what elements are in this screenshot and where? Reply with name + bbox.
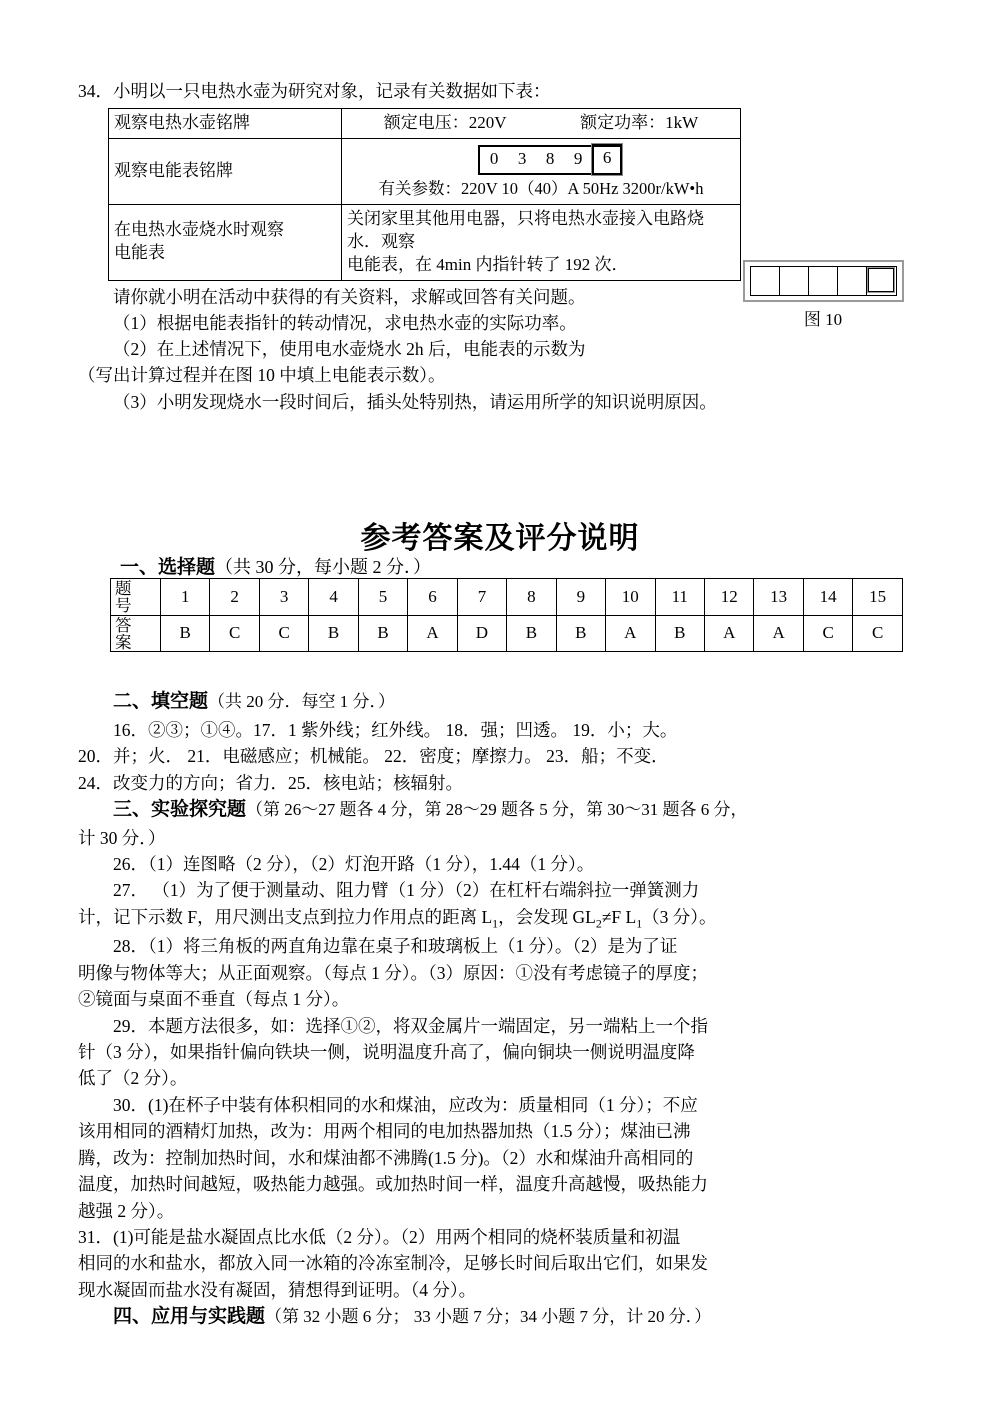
answer-27-sub-3: 1 (636, 916, 643, 931)
answers-page-title: 参考答案及评分说明 (360, 522, 640, 555)
meter-digit-window (478, 145, 622, 175)
question-number-12: 12 (704, 579, 753, 616)
answer-31-line-2: 相同的水和盐水，都放入同一冰箱的冷冻室制冷，足够长时间后取出它们，如果发 (78, 1253, 708, 1274)
answer-27-seg-b: ，会发现 GL (498, 906, 596, 927)
question-number-15: 15 (853, 579, 903, 616)
section-2-heading (78, 688, 926, 717)
rowhead-ans-char1: 答 (115, 615, 132, 635)
section-2-line-1: 16．②③；①④。17．1 紫外线；红外线。 18．强；凹透。 19．小；大。 (113, 719, 678, 740)
table-row-energy-meter-nameplate (109, 138, 741, 204)
answer-6: A (408, 615, 457, 652)
q34-item-3: （3）小明发现烧水一段时间后，插头处特别热，请运用所学的知识说明原因。 (113, 391, 717, 412)
answer-27-line-1: 27． （1）为了便于测量动、阻力臂（1 分）（2）在杠杆右端斜拉一弹簧测力 (113, 880, 700, 901)
observation-line2: 电能表，在 4min 内指针转了 192 次． (347, 254, 629, 274)
observation-line1: 关闭家里其他用电器，只将电热水壶接入电路烧水．观察 (347, 208, 704, 251)
figure-10-caption: 图 10 (803, 310, 843, 329)
figure-10 (737, 260, 909, 330)
row-label-kettle-nameplate: 观察电热水壶铭牌 (109, 108, 342, 138)
section-3-note: （第 26～27 题各 4 分，第 28～29 题各 5 分，第 30～31 题各 6 分， (246, 799, 748, 819)
q34-item-2-cont: （写出计算过程并在图 10 中填上电能表示数）。 (78, 365, 446, 386)
question-number-5: 5 (358, 579, 407, 616)
meter-digit-3: 9 (573, 148, 583, 168)
question-number-13: 13 (754, 579, 803, 616)
section-2-line-3: 24．改变力的方向；省力．25．核电站；核辐射。 (78, 772, 463, 793)
section-3-note-cont: 计 30 分．） (78, 827, 166, 848)
question-number-2: 2 (210, 579, 259, 616)
answer-3: C (259, 615, 308, 652)
answer-30-line-5: 越强 2 分）。 (78, 1200, 175, 1221)
answer-27-sub-2: 2 (595, 916, 602, 931)
answer-29-line-1: 29．本题方法很多，如：选择①②，将双金属片一端固定，另一端粘上一个指 (113, 1015, 708, 1036)
answer-31-line-1: 31．(1)可能是盐水凝固点比水低（2 分）。（2）用两个相同的烧杯装质量和初温 (78, 1227, 681, 1248)
answer-29-line-2: 针（3 分），如果指针偏向铁块一侧，说明温度升高了，偏向铜块一侧说明温度降 (78, 1042, 695, 1063)
meter-digit-decimal: 6 (592, 144, 622, 174)
table-row-nameplate (109, 108, 741, 138)
answer-15: C (853, 615, 903, 652)
energy-meter-reading-display (347, 145, 735, 175)
answer-27-seg-c: ≠F L (601, 906, 637, 927)
answer-28-line-2: 明像与物体等大；从正面观察。（每点 1 分）。（3）原因：①没有考虑镜子的厚度； (78, 962, 708, 983)
answer-4: B (309, 615, 358, 652)
answer-13: A (754, 615, 803, 652)
figure-10-meter-frame (743, 260, 904, 302)
meter-digit-1: 3 (517, 148, 527, 168)
answer-28-line-1: 28．（1）将三角板的两直角边靠在桌子和玻璃板上（1 分）。（2）是为了证 (113, 936, 678, 957)
kettle-data-table (108, 108, 741, 281)
figure-10-digit-cells (750, 266, 897, 296)
answer-29-line-3: 低了（2 分）。 (78, 1068, 188, 1089)
answer-28-line-3: ②镜面与桌面不垂直（每点 1 分）。 (78, 989, 350, 1010)
question-number-1: 1 (161, 579, 210, 616)
table-row-observation (109, 204, 741, 280)
answer-11: B (655, 615, 704, 652)
answer-5: B (358, 615, 407, 652)
answers-body (78, 688, 926, 1332)
rowhead-question-number (111, 579, 161, 616)
multiple-choice-answer-table (110, 578, 903, 652)
question-number-8: 8 (507, 579, 556, 616)
answer-12: A (704, 615, 753, 652)
row-label-meter-nameplate: 观察电能表铭牌 (109, 138, 342, 204)
figure-10-cell-2[interactable] (809, 267, 838, 295)
answer-27-line-2 (78, 904, 926, 933)
section-2-line-2: 20．并；火． 21．电磁感应；机械能。 22．密度；摩擦力。 23．船；不变． (78, 746, 669, 767)
answer-1: B (161, 615, 210, 652)
section-1-note: （共 30 分，每小题 2 分．） (215, 557, 432, 577)
question-number-11: 11 (655, 579, 704, 616)
row-value-observation (342, 204, 741, 280)
answer-14: C (803, 615, 852, 652)
question-34-block (78, 80, 924, 415)
figure-10-cell-decimal[interactable] (868, 268, 894, 292)
table-row-question-numbers (111, 579, 903, 616)
answer-7: D (457, 615, 506, 652)
answer-27-seg-a: 计，记下示数 F，用尺测出支点到拉力作用点的距离 L (78, 906, 493, 927)
question-34-stem: 34．小明以一只电热水壶为研究对象，记录有关数据如下表： (78, 81, 551, 101)
section-3-heading (78, 796, 926, 825)
figure-10-cell-0[interactable] (751, 267, 780, 295)
question-number-10: 10 (606, 579, 655, 616)
section-4-heading (78, 1303, 926, 1332)
answer-30-line-3: 腾，改为：控制加热时间，水和煤油都不沸腾(1.5 分)。（2）水和煤油升高相同的 (78, 1147, 694, 1168)
answer-30-line-4: 温度，加热时间越短，吸热能力越强。或加热时间一样，温度升高越慢，吸热能力 (78, 1174, 708, 1195)
section-4-title: 四、应用与实践题 (113, 1306, 266, 1328)
rowhead-answer (111, 615, 161, 652)
meter-parameters-text: 有关参数：220V 10（40）A 50Hz 3200r/kW•h (378, 178, 704, 198)
question-number-7: 7 (457, 579, 506, 616)
question-number-14: 14 (803, 579, 852, 616)
row-label-observation-line1: 在电热水壶烧水时观察 (114, 220, 284, 240)
answer-9: B (556, 615, 605, 652)
section-2-title: 二、填空题 (113, 691, 209, 712)
answer-31-line-3: 现水凝固而盐水没有凝固，猜想得到证明。（4 分）。 (78, 1279, 477, 1300)
answer-26: 26．（1）连图略（2 分），（2）灯泡开路（1 分），1.44（1 分）。 (113, 854, 595, 875)
answer-30-line-2: 该用相同的酒精灯加热，改为：用两个相同的电加热器加热（1.5 分）；煤油已沸 (78, 1121, 691, 1142)
section-2-note: （共 20 分．每空 1 分．） (208, 692, 396, 711)
meter-digit-2: 8 (545, 148, 555, 168)
rated-power-text: 额定功率：1kW (580, 112, 699, 132)
question-number-4: 4 (309, 579, 358, 616)
row-label-observation (109, 204, 342, 280)
rowhead-qn-char1: 题 (115, 579, 132, 598)
q34-prompt: 请你就小明在活动中获得的有关资料，求解或回答有关问题。 (113, 286, 586, 307)
rowhead-ans-char2: 案 (115, 632, 132, 652)
question-number-9: 9 (556, 579, 605, 616)
row-value-kettle-nameplate (342, 108, 741, 138)
meter-digit-0: 0 (489, 148, 499, 168)
q34-item-2: （2）在上述情况下，使用电水壶烧水 2h 后，电能表的示数为 (113, 339, 586, 360)
rated-voltage-text: 额定电压：220V (383, 112, 507, 132)
table-row-answers (111, 615, 903, 652)
answer-27-sub-1: 1 (492, 916, 499, 931)
answer-30-line-1: 30．(1)在杯子中装有体积相同的水和煤油，应改为：质量相同（1 分）；不应 (113, 1094, 698, 1115)
figure-10-cell-3[interactable] (838, 267, 867, 295)
section-3-title: 三、实验探究题 (113, 798, 247, 820)
figure-10-cell-1[interactable] (780, 267, 809, 295)
question-number-3: 3 (259, 579, 308, 616)
section-1-heading (120, 552, 431, 579)
answer-2: C (210, 615, 259, 652)
answer-27-seg-d: （3 分）。 (642, 906, 717, 927)
answer-10: A (606, 615, 655, 652)
q34-item-1: （1）根据电能表指针的转动情况，求电热水壶的实际功率。 (113, 312, 577, 333)
section-4-note: （第 32 小题 6 分； 33 小题 7 分；34 小题 7 分，计 20 分．） (265, 1307, 712, 1327)
answer-8: B (507, 615, 556, 652)
row-label-observation-line2: 电能表 (114, 243, 165, 263)
section-1-title: 一、选择题 (120, 557, 216, 578)
row-value-meter-nameplate (342, 138, 741, 204)
rowhead-qn-char2: 号 (115, 596, 132, 616)
question-number-6: 6 (408, 579, 457, 616)
